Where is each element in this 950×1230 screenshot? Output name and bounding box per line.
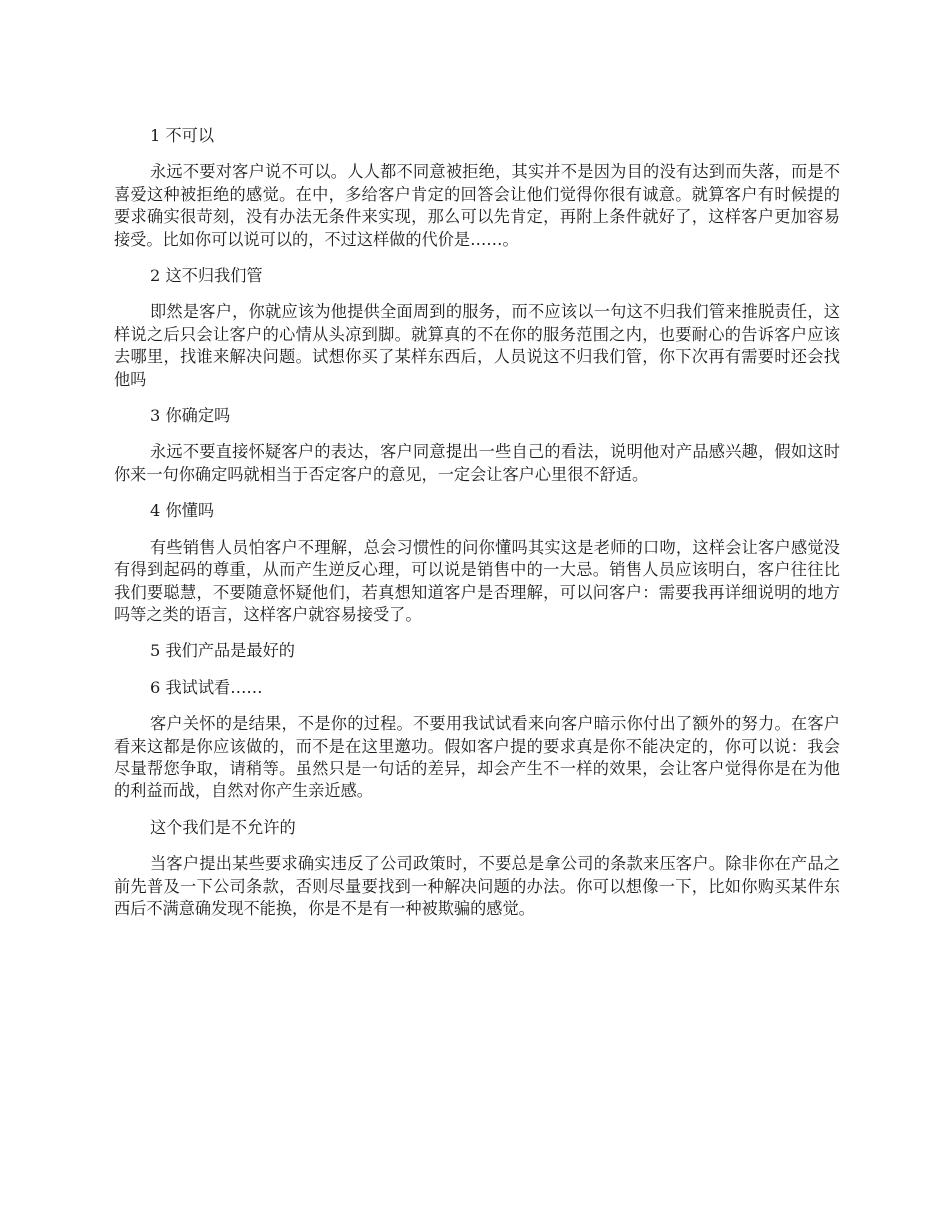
section-heading: 2 这不归我们管	[150, 266, 263, 286]
section-paragraph: 当客户提出某些要求确实违反了公司政策时，不要总是拿公司的条款来压客户。除非你在产品之前先普及一下公司条款，否则尽量要找到一种解决问题的办法。你可以想像一下，比如你购买某件东西后不满意确发现不能换，你是不是有一种被欺骗的感觉。	[114, 854, 840, 918]
section-heading: 6 我试试看……	[150, 677, 263, 697]
section-heading: 4 你懂吗	[150, 501, 215, 521]
section-paragraph: 客户关怀的是结果，不是你的过程。不要用我试试看来向客户暗示你付出了额外的努力。在客户看来这都是你应该做的，而不是在这里邀功。假如客户提的要求真是你不能决定的，你可以说：我会尽量帮您争取，请稍等。虽然只是一句话的差异，却会产生不一样的效果，会让客户觉得你是在为他的利益而战，自然对你产生亲近感。	[114, 714, 840, 801]
section-heading: 3 你确定吗	[150, 406, 231, 426]
section-paragraph: 永远不要对客户说不可以。人人都不同意被拒绝，其实并不是因为目的没有达到而失落，而是不喜爱这种被拒绝的感觉。在中，多给客户肯定的回答会让他们觉得你很有诚意。就算客户有时候提的要求确实很苛刻，没有办法无条件来实现，那么可以先肯定，再附上条件就好了，这样客户更加容易接受。比如你可以说可以的，不过这样做的代价是……。	[114, 162, 840, 249]
section-paragraph: 即然是客户，你就应该为他提供全面周到的服务，而不应该以一句这不归我们管来推脱责任，这样说之后只会让客户的心情从头凉到脚。就算真的不在你的服务范围之内，也要耐心的告诉客户应该去哪里，找谁来解决问题。试想你买了某样东西后，人员说这不归我们管，你下次再有需要时还会找他吗	[114, 302, 840, 389]
section-heading: 5 我们产品是最好的	[150, 641, 295, 661]
section-paragraph: 永远不要直接怀疑客户的表达，客户同意提出一些自己的看法，说明他对产品感兴趣，假如这时你来一句你确定吗就相当于否定客户的意见，一定会让客户心里很不舒适。	[114, 442, 840, 484]
section-heading: 这个我们是不允许的	[150, 817, 296, 837]
section-heading: 1 不可以	[150, 126, 215, 145]
section-paragraph: 有些销售人员怕客户不理解，总会习惯性的问你懂吗其实这是老师的口吻，这样会让客户感觉没有得到起码的尊重，从而产生逆反心理，可以说是销售中的一大忌。销售人员应该明白，客户往往比我们要聪慧，不要随意怀疑他们，若真想知道客户是否理解，可以问客户：需要我再详细说明的地方吗等之类的语言，这样客户就容易接受了。	[114, 537, 840, 624]
